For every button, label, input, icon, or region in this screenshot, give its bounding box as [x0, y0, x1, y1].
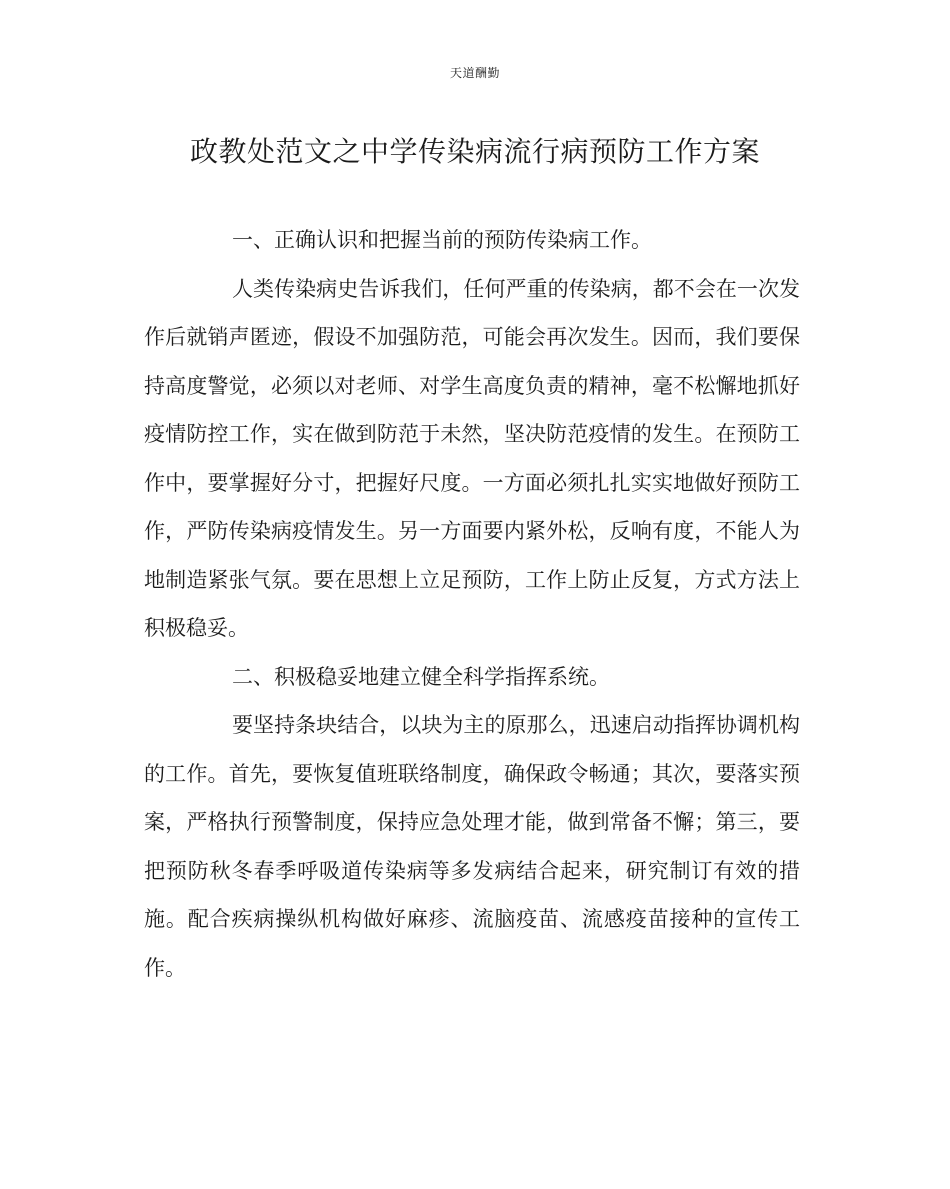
- document-body: [144, 216, 800, 992]
- section-heading-1: 一、正确认识和把握当前的预防传染病工作。: [232, 228, 652, 252]
- paragraph-1: 人类传染病史告诉我们，任何严重的传染病，都不会在一次发作后就销声匿迹，假设不加强防范，可能会再次发生。因而，我们要保持高度警觉，必须以对老师、对学生高度负责的精神，毫不松懈地抓好疫情防控工作，实在做到防范于未然，坚决防范疫情的发生。在预防工作中，要掌握好分寸，把握好尺度。一方面必须扎扎实实地做好预防工作，严防传染病疫情发生。另一方面要内紧外松，反响有度，不能人为地制造紧张气氛。要在思想上立足预防，工作上防止反复，方式方法上积极稳妥。: [144, 276, 800, 640]
- page-header: 天道酬勤: [449, 66, 500, 80]
- paragraph-2: 要坚持条块结合，以块为主的原那么，迅速启动指挥协调机构的工作。首先，要恢复值班联络制度，确保政令畅通；其次，要落实预案，严格执行预警制度，保持应急处理才能，做到常备不懈；第三，要把预防秋冬春季呼吸道传染病等多发病结合起来，研究制订有效的措施。配合疾病操纵机构做好麻疹、流脑疫苗、流感疫苗接种的宣传工作。: [144, 713, 800, 980]
- document-title: 政教处范文之中学传染病流行病预防工作方案: [189, 135, 760, 168]
- section-heading-2: 二、积极稳妥地建立健全科学指挥系统。: [232, 664, 610, 689]
